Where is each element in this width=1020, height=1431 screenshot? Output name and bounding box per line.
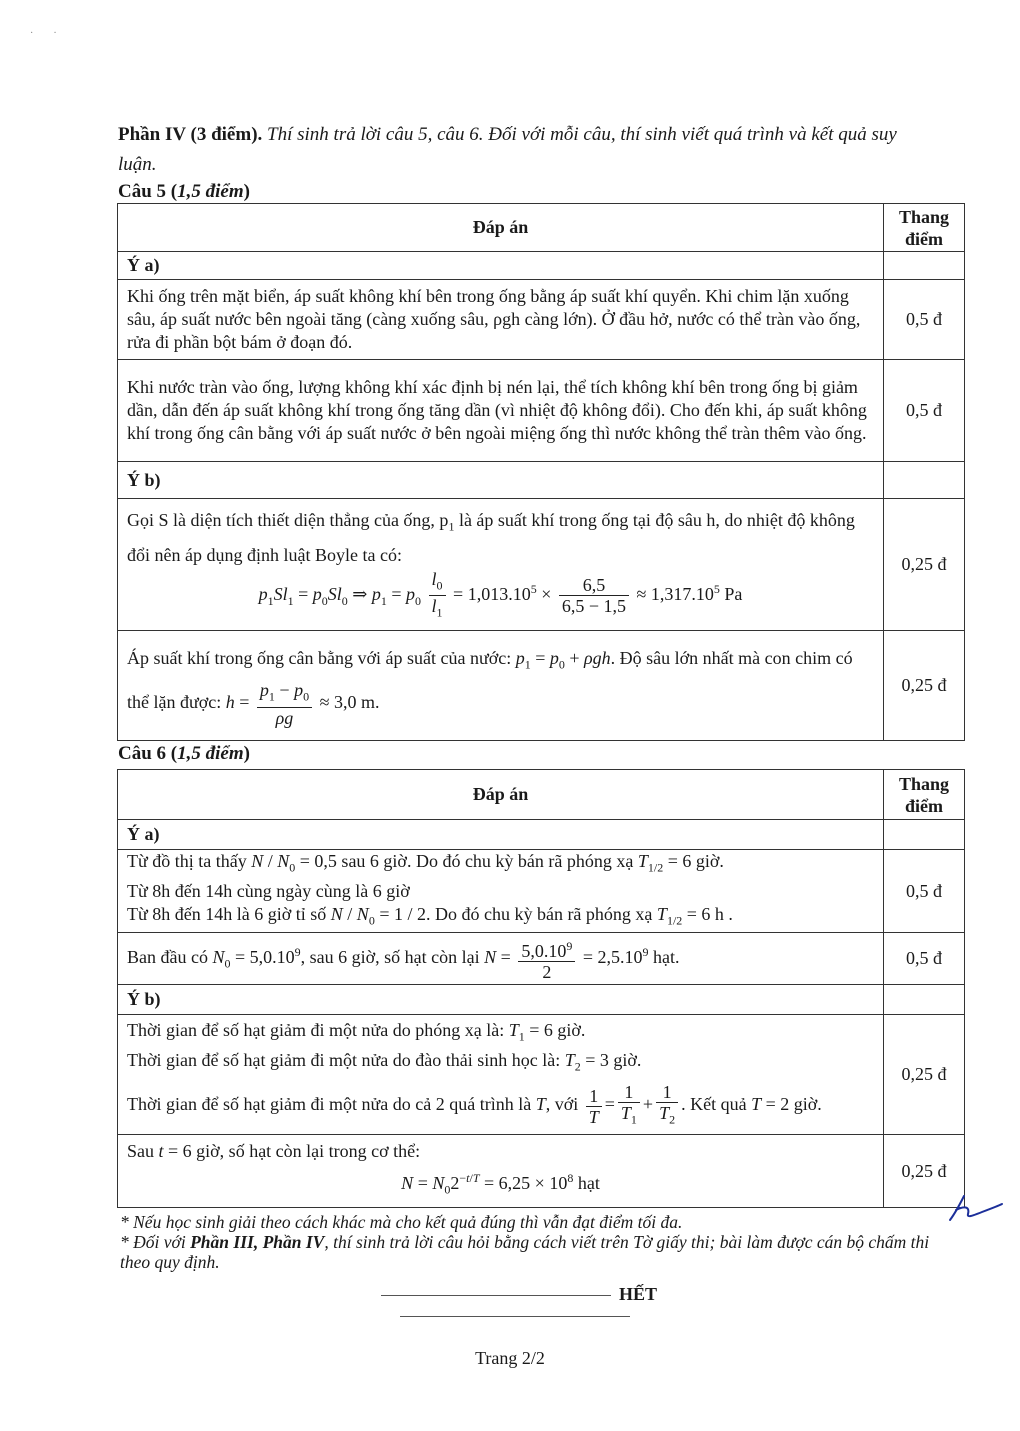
q6-header-score: Thang điểm	[884, 770, 965, 820]
q6-header-answer: Đáp án	[118, 770, 884, 820]
q5-row-4-text: Áp suất khí trong ống cân bằng với áp suất của nước: $p_1 = p_0 + \rho gh$. Độ sâu lớn nhất mà con chim có thể lặn được: h = $\frac{p_1 - p_0}{\rho g}$ ≈ 3,0 m.	[118, 631, 884, 741]
q5-row-4-score: 0,25 đ	[884, 631, 965, 741]
q5-section-b-row	[118, 462, 965, 499]
q5-title: Câu 5 (1,5 điểm)	[118, 181, 250, 202]
q5-row-2-text: Khi nước tràn vào ống, lượng không khí xác định bị nén lại, thể tích không khí bên trong ống bị giảm dần, dẫn đến áp suất không khí trong ống tăng dần (vì nhiệt độ không đổi). Cho đến khi, áp suất không khí trong ống cân bằng với áp suất nước ở bên ngoài miệng ống thì nước không thể tràn thêm vào ống.	[118, 360, 884, 462]
q6-section-b-row	[118, 985, 965, 1015]
q6-row-3-text: Thời gian để số hạt giảm đi một nửa do phóng xạ là: $T_1 = 6$ giờ. Thời gian để số hạt giảm đi một nửa do đào thải sinh học là: $T_2 = 3$ giờ. Thời gian để số hạt giảm đi một nửa do cả 2 quá trình là T, với $\frac{1}{T}$ = $\frac{1}{T_1}$ + $\frac{1}{T_2}$ . Kết quả T = 2 giờ.	[118, 1015, 884, 1135]
q6-row-1	[118, 850, 965, 933]
q5-row-3-text: Gọi S là diện tích thiết diện thẳng của ống, $p_1$ là áp suất khí trong ống tại độ sâu h, do nhiệt độ không đổi nên áp dụng định luật Boyle ta có: $p_1Sl_1 = p_0Sl_0$ ⇒ $p_1 = p_0$ $\frac{l_0}{l_1}$ = $1,013.10^5$ × $\frac{6,5}{6,5 - 1,5}$ ≈ $1,317.10^5$ Pa	[118, 499, 884, 631]
q5-row-3-score: 0,25 đ	[884, 499, 965, 631]
q6-row-2-score: 0,5 đ	[884, 933, 965, 985]
q6-row-1-text: Từ đồ thị ta thấy $N / N_0 = 0,5$ sau 6 giờ. Do đó chu kỳ bán rã phóng xạ $T_{1/2} = 6$ giờ. Từ 8h đến 14h cùng ngày cùng là 6 giờ Từ 8h đến 14h là 6 giờ tỉ số $N / N_0 = 1 / 2$. Do đó chu kỳ bán rã phóng xạ $T_{1/2} = 6$ h .	[118, 850, 884, 933]
grading-notes	[120, 1212, 940, 1272]
page-number: Trang 2/2	[475, 1348, 545, 1368]
q6-row-4	[118, 1135, 965, 1208]
note-2: * Đối với Phần III, Phần IV, thí sinh trả lời câu hỏi bằng cách viết trên Tờ giấy thi; bài làm được cán bộ chấm thi theo quy định.	[120, 1232, 930, 1272]
q6-section-a-row	[118, 820, 965, 850]
q6-row-2	[118, 933, 965, 985]
part-iv-heading: Phần IV (3 điểm).	[118, 124, 263, 145]
q5-header-answer: Đáp án	[118, 204, 884, 252]
part-iv-intro	[118, 120, 918, 180]
q6-header-row	[118, 770, 965, 820]
q6-row-2-text: Ban đầu có $N_0 = 5,0.10^9$, sau 6 giờ, số hạt còn lại N = $\frac{5,0.10^9}{2}$ = $2,5.10^9$ hạt.	[118, 933, 884, 985]
note-1: * Nếu học sinh giải theo cách khác mà cho kết quả đúng thì vẫn đạt điểm tối đa.	[120, 1212, 683, 1232]
end-marker	[255, 1284, 775, 1326]
q5-row-4	[118, 631, 965, 741]
q5-header-row	[118, 204, 965, 252]
q6-row-4-score: 0,25 đ	[884, 1135, 965, 1208]
q6-row-3	[118, 1015, 965, 1135]
end-label: HẾT	[618, 1284, 657, 1304]
q5-row-3	[118, 499, 965, 631]
q6-row-4-text: Sau t = 6 giờ, số hạt còn lại trong cơ thể: $N = N_02^{-t/T} = 6,25 \times 10^8$ hạt	[118, 1135, 884, 1208]
end-rule-left	[381, 1295, 611, 1296]
q6-title: Câu 6 (1,5 điểm)	[118, 743, 250, 764]
q5-table	[117, 203, 965, 741]
q6-row-1-score: 0,5 đ	[884, 850, 965, 933]
q5-section-a-row	[118, 252, 965, 280]
q5-row-1	[118, 280, 965, 360]
q5-section-a: Ý a)	[118, 252, 884, 280]
q6-table	[117, 769, 965, 1208]
q6-section-b: Ý b)	[118, 985, 884, 1015]
boyle-equation: $p_1Sl_1 = p_0Sl_0$ ⇒ $p_1 = p_0$ $\frac{l_0}{l_1}$ = $1,013.10^5$ × $\frac{6,5}{6,5 - 1,5}$ ≈ $1,317.10^5$ Pa	[258, 568, 743, 620]
q5-row-1-text: Khi ống trên mặt biển, áp suất không khí bên trong ống bằng áp suất khí quyển. Khi chim lặn xuống sâu, áp suất nước bên ngoài tăng (càng xuống sâu, ρgh càng lớn). Ở đầu hở, nước có thể tràn vào ống, rửa đi phần bột bám ở đoạn đó.	[118, 280, 884, 360]
scan-speckles: · ·	[30, 28, 57, 39]
end-rule-right	[400, 1316, 630, 1317]
q5-section-b: Ý b)	[118, 462, 884, 499]
q6-row-3-score: 0,25 đ	[884, 1015, 965, 1135]
examiner-initial-signature	[942, 1190, 1004, 1224]
decay-equation: $N = N_02^{-t/T} = 6,25 \times 10^8$ hạt	[401, 1171, 600, 1197]
q5-row-1-score: 0,5 đ	[884, 280, 965, 360]
q6-section-a: Ý a)	[118, 820, 884, 850]
part-iv-instructions: Thí sinh trả lời câu 5, câu 6. Đối với mỗi câu, thí sinh viết quá trình và kết quả suy luận.	[118, 124, 897, 175]
q5-row-2-score: 0,5 đ	[884, 360, 965, 462]
q5-header-score: Thang điểm	[884, 204, 965, 252]
q5-row-2	[118, 360, 965, 462]
